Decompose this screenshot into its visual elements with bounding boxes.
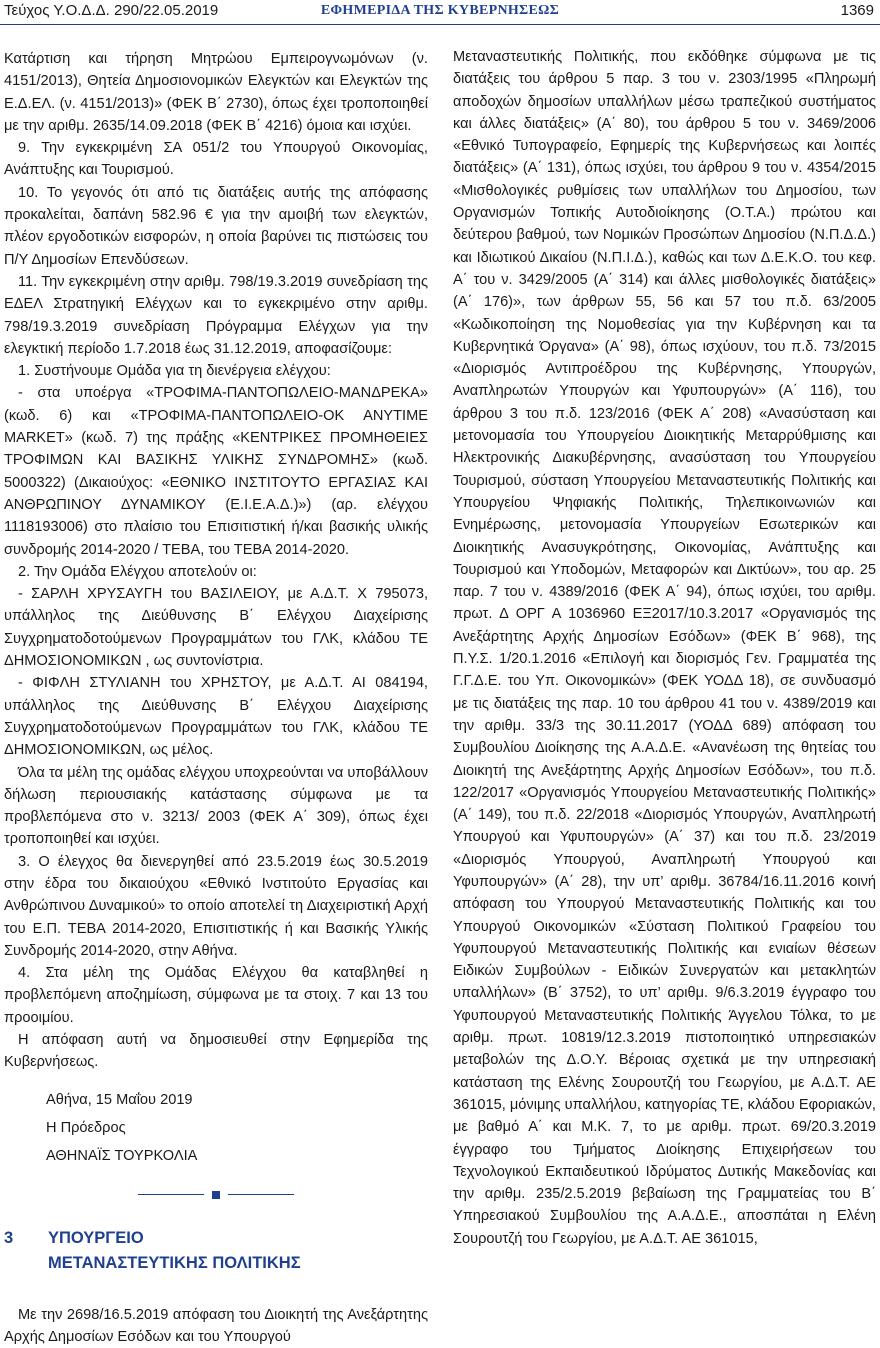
paragraph: 9. Την εγκεκριμένη ΣΑ 051/2 του Υπουργού Οικονομίας, Ανάπτυξης και Τουρισμού. xyxy=(4,140,428,179)
paragraph: Με την 2698/16.5.2019 απόφαση του Διοικητή της Ανεξάρτητης Αρχής Δημοσίων Εσόδων και του Υπουργού xyxy=(4,1306,428,1345)
section-number: 3 xyxy=(4,1228,14,1247)
paragraph: - ΣΑΡΛΗ ΧΡΥΣΑΥΓΗ του ΒΑΣΙΛΕΙΟΥ, με Α.Δ.Τ. Χ 795073, υπάλληλος της Διεύθυνσης Β΄ Ελέγχου Διαχείρισης Συγχρηματοδοτούμενων Προγραμμάτων του ΓΛΚ, κλάδου ΤΕ ΔΗΜΟΣΙΟΝΟΜΙΚΩΝ , ως συντονίστρια. xyxy=(4,586,428,670)
section-title xyxy=(48,1226,301,1276)
section-heading xyxy=(4,1226,428,1296)
paragraph: - ΦΙΦΛΗ ΣΤΥΛΙΑΝΗ του ΧΡΗΣΤΟΥ, με Α.Δ.Τ. ΑΙ 084194, υπάλληλος της Διεύθυνσης Β΄ Ελέγχου Διαχείρισης Συγχρηματοδοτούμενων Προγραμμάτων του ΓΛΚ, κλάδου ΤΕ ΔΗΜΟΣΙΟΝΟΜΙΚΩΝ, ως μέλος. xyxy=(4,675,428,759)
paragraph: Όλα τα μέλη της ομάδας ελέγχου υποχρεούνται να υποβάλλουν δήλωση περιουσιακής κατάστασης σύμφωνα με τα προβλεπόμενα στο ν. 3213/ 2003 (ΦΕΚ Α΄ 309), όπως έχει τροποποιηθεί και ισχύει. xyxy=(4,764,428,848)
paragraph: 4. Στα μέλη της Ομάδας Ελέγχου θα καταβληθεί η προβλεπόμενη αποζημίωση, σύμφωνα με τα στοιχ. 7 και 13 του προοιμίου. xyxy=(4,965,428,1026)
paragraph: 10. Το γεγονός ότι από τις διατάξεις αυτής της απόφασης προκαλείται, δαπάνη 582.96 € για την αμοιβή των ελεγκτών, πλέον εργοδοτικών εισφορών, η οποία βαρύνει τις πιστώσεις του Π/Υ Δημοσίων Επενδύσεων. xyxy=(4,184,428,268)
left-column xyxy=(4,48,428,1348)
gazette-title: ΕΦΗΜΕΡΙΔΑ ΤΗΣ ΚΥΒΕΡΝΗΣΕΩΣ xyxy=(320,3,560,18)
signature-name: ΑΘΗΝΑΪΣ ΤΟΥΡΚΟΛΙΑ xyxy=(46,1147,198,1164)
header-rule xyxy=(0,24,880,25)
section-title-line2: ΜΕΤΑΝΑΣΤΕΥΤΙΚΗΣ ΠΟΛΙΤΙΚΗΣ xyxy=(48,1253,301,1272)
paragraph: Μεταναστευτικής Πολιτικής, που εκδόθηκε σύμφωνα με τις διατάξεις του άρθρου 5 παρ. 3 του ν. 2303/1995 «Πληρωμή αποδοχών δημοσίων υπαλλήλων μέσω τραπεζικού συστήματος και άλλες διατάξεις» (Α΄ 80), του άρθρου 5 του ν. 3469/2006 «Εθνικό Τυπογραφείο, Εφημερίς της Κυβερνήσεως και λοιπές διατάξεις» (Α΄ 131), όπως ισχύει, του άρθρου 9 του ν. 4354/2015 «Μισθολογικές ρυθμίσεις των υπαλλήλων του Δημοσίου, των Οργανισμών Τοπικής Αυτοδιοίκησης (Ο.Τ.Α.) πρώτου και δεύτερου βαθμού, των Νομικών Προσώπων Δημοσίου (Ν.Π.Δ.Δ.) και Ιδιωτικού Δικαίου (Ν.Π.Ι.Δ.), καθώς και των Δ.Ε.Κ.Ο. του κεφ. Α΄ του ν. 3429/2005 (Α΄ 314) και άλλες μισθολογικές διατάξεις» (Α΄ 176)», των άρθρων 55, 56 και 57 του π.δ. 63/2005 «Κωδικοποίηση της Νομοθεσίας για την Κυβέρνηση και τα Κυβερνητικά Όργανα» (Α΄ 98), όπως ισχύουν, του π.δ. 73/2015 «Διορισμός Αντιπροέδρου της Κυβέρνησης, Υπουργών, Αναπληρωτών Υπουργών και Υφυπουργών» (Α΄ 116), του άρθρου 3 του π.δ. 123/2016 (ΦΕΚ Α΄ 208) «Ανασύσταση και μετονομασία του Υπουργείου Διοικητικής Μεταρρύθμισης και Ηλεκτρονικής Διακυβέρνησης, ανασύσταση του Υπουργείου Τουρισμού, σύσταση Υπουργείου Μεταναστευτικής Πολιτικής και Υπουργείου Ψηφιακής Πολιτικής, Τηλεπικοινωνιών και Ενημέρωσης, μετονομασία Υπουργείων Εσωτερικών και Διοικητικής Ανασυγκρότησης, Οικονομίας, Ανάπτυξης και Τουρισμού και Υποδομών, Μεταφορών και Δικτύων», του αρ. 25 παρ. 7 του ν. 4389/2016 (ΦΕΚ Α΄ 94), όπως ισχύει, του αριθμ. πρωτ. Δ ΟΡΓ Α 1036960 ΕΞ2017/10.3.2017 «Οργανισμός της Ανεξάρτητης Αρχής Δημοσίων Εσόδων» (ΦΕΚ Β΄ 968), της Π.Υ.Σ. 1/20.1.2016 «Επιλογή και διορισμός Γεν. Γραμματέα της Γ.Γ.Δ.Ε. του Υπ. Οικονομικών» (ΦΕΚ ΥΟΔΔ 18), σε συνδυασμό με τις διατάξεις της παρ. 10 του άρθρου 41 του ν. 4389/2019 και την αριθμ. 33/3 της 30.11.2017 (ΥΟΔΔ 689) απόφαση του Συμβουλίου Διοίκησης της Α.Α.Δ.Ε. «Ανανέωση της θητείας του Διοικητή της Ανεξάρτητης Αρχής Δημοσίων Εσόδων», του π.δ. 122/2017 «Οργανισμός Υπουργείου Μεταναστευτικής Πολιτικής» (Α΄ 149), του π.δ. 22/2018 «Διορισμός Υπουργών, Αναπληρωτή Υπουργού και Υφυπουργών» (Α΄ 37) και του π.δ. 23/2019 «Διορισμός Υπουργού, Αναπληρωτή Υπουργού και Υφυπουργών» (Α΄ 28), την υπ’ αριθμ. 36784/16.11.2016 κοινή απόφαση του Υπουργού Μεταναστευτικής Πολιτικής και του Υπουργού Οικονομικών «Σύσταση Πολιτικού Γραφείου του Υφυπουργού Μεταναστευτικής Πολιτικής και ενιαίων θέσεων Ειδικών Συμβούλων - Ειδικών Συνεργατών και μετακλητών υπαλλήλων» (Β΄ 3752), το υπ’ αριθμ. 9/6.3.2019 έγγραφο του Υφυπουργού Μεταναστευτικής Πολιτικής Άγγελου Τόλκα, το με αριθμ. πρωτ. 10819/12.3.2019 πιστοποιητικό υπηρεσιακών μεταβολών της Δ.Ο.Υ. Βέροιας σχετικά με την υπηρεσιακή κατάσταση της Ελένης Σουρουτζή του Γεωργίου, με Α.Δ.Τ. ΑΕ 361015, μόνιμης υπαλλήλου, κατηγορίας ΤΕ, κλάδου Εφοριακών, με βαθμό Α΄ και Μ.Κ. 7, το με αριθμ. πρωτ. 69/20.3.2019 έγγραφο του Τμήματος Διοίκησης Επιχειρήσεων του Τεχνολογικού Εκπαιδευτικού Ιδρύματος Δυτικής Μακεδονίας και την αριθμ. 235/2.5.2019 βεβαίωση της Γραμματείας του Β΄ Υπηρεσιακού Συμβουλίου της Α.Α.Δ.Ε., αποσπάται η Ελένη Σουρουτζή του Γεωργίου, με Α.Δ.Τ. ΑΕ 361015, xyxy=(453,49,876,1247)
paragraph: 3. Ο έλεγχος θα διενεργηθεί από 23.5.2019 έως 30.5.2019 στην έδρα του δικαιούχου «Εθνικό Ινστιτούτο Εργασίας και Ανθρώπινου Δυναμικού» το οποίο αποτελεί τη Διαχειριστική Αρχή του Ε.Π. ΤΕΒΑ 2014-2020, Επισιτιστικής ή και Βασικής Υλικής Συνδρομής 2014-2020, στην Αθήνα. xyxy=(4,853,428,959)
signature-block xyxy=(4,1074,428,1184)
paragraph: 2. Την Ομάδα Ελέγχου αποτελούν οι: xyxy=(18,563,257,580)
page-number: 1369 xyxy=(840,2,874,19)
issue-reference: Τεύχος Υ.Ο.Δ.Δ. 290/22.05.2019 xyxy=(4,2,219,19)
section-separator xyxy=(4,1184,428,1204)
paragraph: Κατάρτιση και τήρηση Μητρώου Εμπειρογνωμόνων (ν. 4151/2013), Θητεία Δημοσιονομικών Ελεγκτών και Ελεγκτών της Ε.Δ.ΕΛ. (ν. 4151/2013)» (ΦΕΚ Β΄ 2730), όπως έχει τροποποιηθεί με την αριθμ. 2635/14.09.2018 (ΦΕΚ Β΄ 4216) όμοια και ισχύει. xyxy=(4,51,428,134)
paragraph: Η απόφαση αυτή να δημοσιευθεί στην Εφημερίδα της Κυβερνήσεως. xyxy=(4,1032,428,1071)
signature-role: Η Πρόεδρος xyxy=(46,1119,126,1136)
right-column xyxy=(453,46,876,1250)
signature-place-date: Αθήνα, 15 Μαΐου 2019 xyxy=(46,1091,193,1108)
page-header xyxy=(0,0,880,26)
paragraph: 1. Συστήνουμε Ομάδα για τη διενέργεια ελέγχου: xyxy=(18,363,331,380)
section-title-line1: ΥΠΟΥΡΓΕΙΟ xyxy=(48,1228,144,1247)
paragraph: - στα υποέργα «ΤΡΟΦΙΜΑ-ΠΑΝΤΟΠΩΛΕΙΟ-ΜΑΝΔΡΕΚΑ» (κωδ. 6) και «ΤΡΟΦΙΜΑ-ΠΑΝΤΟΠΩΛΕΙΟ-ΟΚ ΑΝΥΤΙΜΕ MARKET» (κωδ. 7) της πράξης «ΚΕΝΤΡΙΚΕΣ ΠΡΟΜΗΘΕΙΕΣ ΤΡΟΦΙΜΩΝ ΚΑΙ ΒΑΣΙΚΗΣ ΥΛΙΚΗΣ ΣΥΝΔΡΟΜΗΣ» (κωδ. 5000322) (Δικαιούχος: «ΕΘΝΙΚΟ ΙΝΣΤΙΤΟΥΤΟ ΕΡΓΑΣΙΑΣ ΚΑΙ ΑΝΘΡΩΠΙΝΟΥ ΔΥΝΑΜΙΚΟΥ (Ε.Ι.Ε.Α.Δ.)») (αρ. ελέγχου 1118193006) στο πλαίσιο του Επισιτιστική ή/και βασικής υλικής συνδρομής 2014-2020 / ΤΕΒΑ, του ΤΕΒΑ 2014-2020. xyxy=(4,385,428,558)
paragraph: 11. Την εγκεκριμένη στην αριθμ. 798/19.3.2019 συνεδρίαση της ΕΔΕΛ Στρατηγική Ελέγχων και το εγκεκριμένο στην αριθμ. 798/19.3.2019 συνεδρίαση Πρόγραμμα Ελέγχων για την ελεγκτική περίοδο 1.7.2018 έως 31.12.2019, αποφασίζουμε: xyxy=(4,273,428,357)
